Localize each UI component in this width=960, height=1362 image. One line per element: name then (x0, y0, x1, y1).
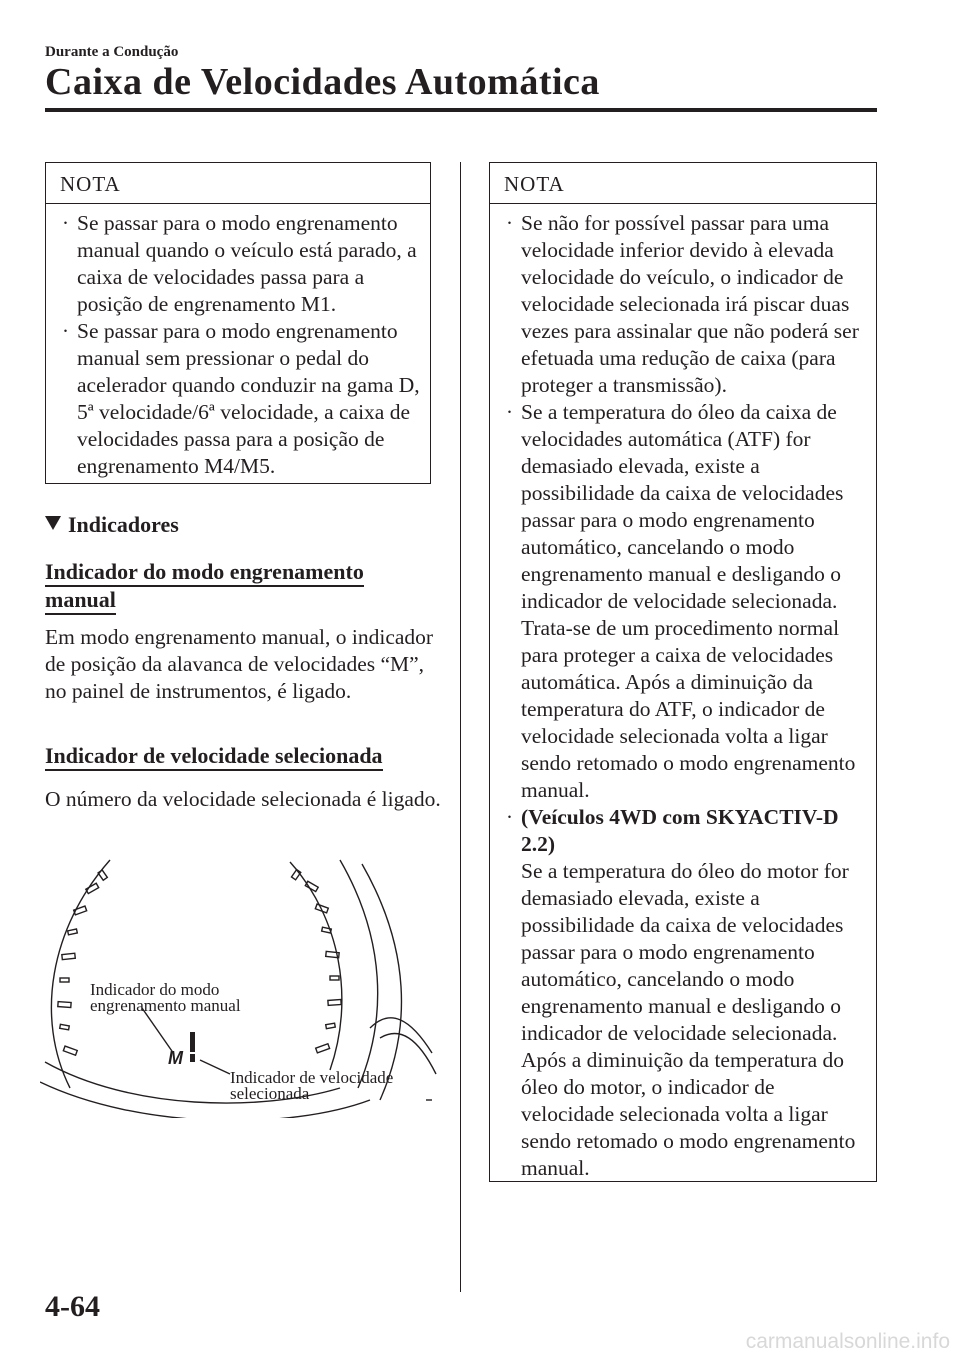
note-item: · Se passar para o modo engrenamento manual sem pressionar o pedal do acelerador quando conduzir na gama D, 5ª velocidade/6ª velocidade, a caixa de velocidades passa para a posição de engrenamento M4/M5. (62, 319, 420, 478)
bullet-icon: · (506, 211, 513, 235)
triangle-down-icon (45, 516, 61, 530)
gauge-letter: M (168, 1048, 183, 1068)
left-note-box (45, 162, 431, 484)
note-heading: NOTA (46, 163, 430, 204)
selected-gear-title: Indicador de velocidade selecionada (45, 742, 383, 770)
note-item: · Se não for possível passar para uma velocidade inferior devido à elevada velocidade do veículo, o indicador de velocidade selecionada irá piscar duas vezes para assinalar que não poderá ser efetuada uma redução de caixa (para proteger a transmissão). (506, 211, 859, 397)
instrument-cluster-figure (40, 848, 440, 1118)
note-item: · Se a temperatura do óleo da caixa de velocidades automática (ATF) for demasiado elevada, existe a possibilidade da caixa de velocidades passar para o modo engrenamento automático, cancelando o modo engrenamento manual e desligando o indicador de velocidade selecionada. Trata-se de um procedimento normal para proteger a caixa de velocidades automática. Após a diminuição da temperatura do ATF, o indicador de velocidade selecionada volta a ligar sendo retomado o modo engrenamento manual. (506, 400, 856, 802)
header-rule (45, 108, 877, 112)
manual-mode-indicator-label: Indicador do modo engrenamento manual (90, 980, 241, 1015)
manual-mode-text: Em modo engrenamento manual, o indicador de posição da alavanca de velocidades “M”, no painel de instrumentos, é ligado. (45, 625, 434, 703)
note-item: · (Veículos 4WD com SKYACTIV-D 2.2) Se a temperatura do óleo do motor for demasiado elevada, existe a possibilidade da caixa de velocidades passar para o modo engrenamento automático, cancelando o modo engrenamento manual e desligando o indicador de velocidade selecionada. Após a diminuição da temperatura do óleo do motor, o indicador de velocidade selecionada volta a ligar sendo retomado o modo engrenamento manual. (506, 805, 856, 1180)
watermark: carmanualsonline.info (745, 1330, 950, 1353)
note-list (490, 204, 876, 1192)
note-heading: NOTA (490, 163, 876, 204)
bullet-icon: · (506, 805, 513, 829)
manual-mode-title: Indicador do modo engrenamento manual (45, 558, 364, 614)
bullet-icon: · (62, 211, 69, 235)
section-label: Durante a Condução (45, 44, 179, 60)
column-divider (460, 162, 461, 1292)
page-number: 4-64 (45, 1290, 100, 1323)
note-list (46, 204, 430, 490)
right-note-box (489, 162, 877, 1182)
vehicle-condition-label: (Veículos 4WD com SKYACTIV-D 2.2) (521, 805, 839, 856)
selected-gear-text: O número da velocidade selecionada é ligado. (45, 787, 441, 811)
note-item: · Se passar para o modo engrenamento manual quando o veículo está parado, a caixa de velocidades passa para a posição de engrenamento M1. (62, 211, 417, 316)
bullet-icon: · (506, 400, 513, 424)
bullet-icon: · (62, 319, 69, 343)
indicators-heading: Indicadores (45, 512, 179, 538)
selected-gear-indicator-label: Indicador de velocidade selecionada (230, 1068, 394, 1103)
page-title: Caixa de Velocidades Automática (45, 61, 600, 103)
